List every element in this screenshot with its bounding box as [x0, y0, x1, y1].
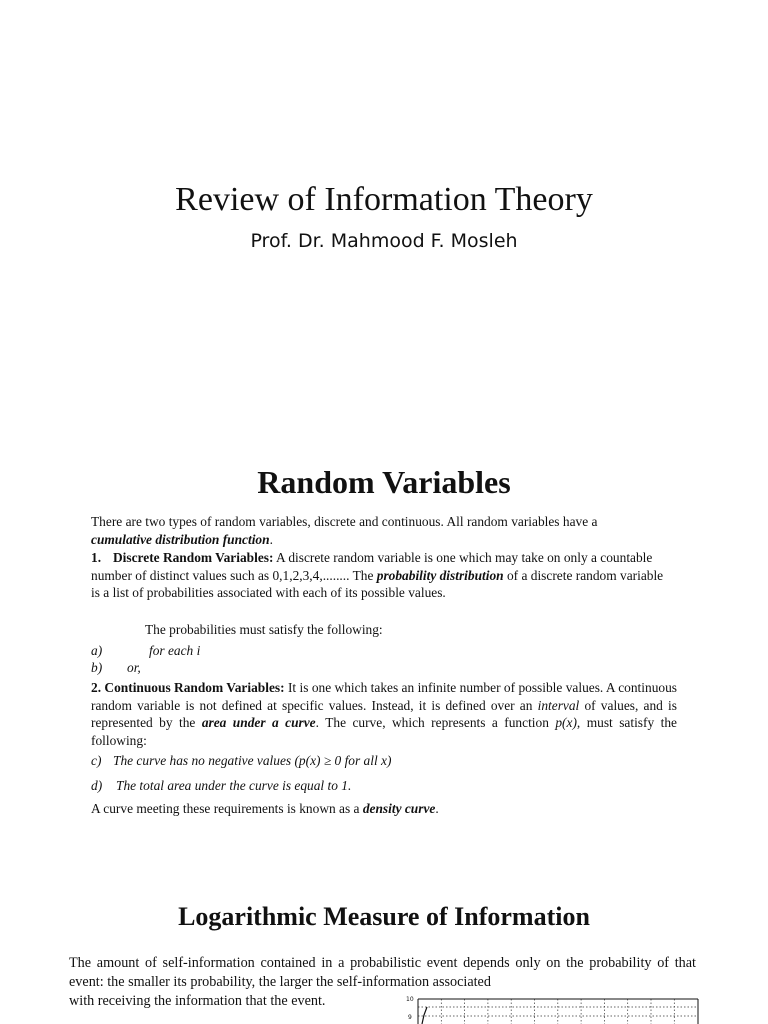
discrete-rv-item: 1. Discrete Random Variables: A discrete random variable is one which may take on only a countable number of distinct values such as 0,1,2,3,4,........ The probability distribution of a discrete random variable is a list of probabilities associated with each of its possible values.: [91, 550, 664, 600]
intro-paragraph: There are two types of random variables, discrete and continuous. All random variables have a cumulative distribution function.: [91, 514, 598, 547]
term-area-under-curve: area under a curve: [201, 715, 316, 730]
function-px: p(x): [555, 715, 577, 730]
item-number: 1.: [91, 550, 102, 565]
continuous-rv-item: 2. Continuous Random Variables: It is one which takes an infinite number of possible values. A continuous random variable is not defined at specific values. Instead, it is defined over an interval of values, and is represented by the area under a curve. The curve, which represents a function p(x), must satisfy the following:: [91, 680, 677, 748]
self-information-last-line: with receiving the information that the event.: [69, 993, 326, 1009]
condition-a: a) for each i: [91, 643, 201, 658]
term-density-curve: density curve: [362, 801, 436, 816]
series-curve: [422, 1007, 427, 1024]
condition-d: d) The total area under the curve is equal to 1.: [91, 778, 352, 793]
plot-grid: [418, 999, 698, 1024]
author-name: Prof. Dr. Mahmood F. Mosleh: [250, 230, 518, 252]
y-tick-label-10: 10: [406, 996, 414, 1003]
document-title: Review of Information Theory: [175, 181, 593, 218]
discrete-rv-label: Discrete Random Variables:: [113, 550, 274, 565]
condition-c: c) The curve has no negative values (p(x) ≥ 0 for all x): [91, 753, 392, 768]
density-curve-sentence: A curve meeting these requirements is known as a density curve.: [91, 801, 439, 816]
term-interval: interval: [537, 697, 580, 713]
y-tick-label-9: 9: [408, 1014, 412, 1021]
self-information-paragraph: The amount of self-information contained in a probabilistic event depends only on the probability of that event: the smaller its probability, the larger the self-information associated with receiving the information that the event.: [69, 955, 696, 1009]
continuous-rv-label: 2. Continuous Random Variables:: [91, 680, 285, 695]
section-heading-random-variables: Random Variables: [257, 464, 511, 500]
probabilities-note: The probabilities must satisfy the following:: [145, 622, 383, 637]
term-cdf: cumulative distribution function: [91, 531, 270, 547]
self-information-plot: [400, 993, 700, 1024]
term-probability-distribution: probability distribution: [376, 567, 504, 583]
section-heading-log-measure: Logarithmic Measure of Information: [178, 902, 590, 931]
condition-b: b) or,: [91, 660, 141, 675]
